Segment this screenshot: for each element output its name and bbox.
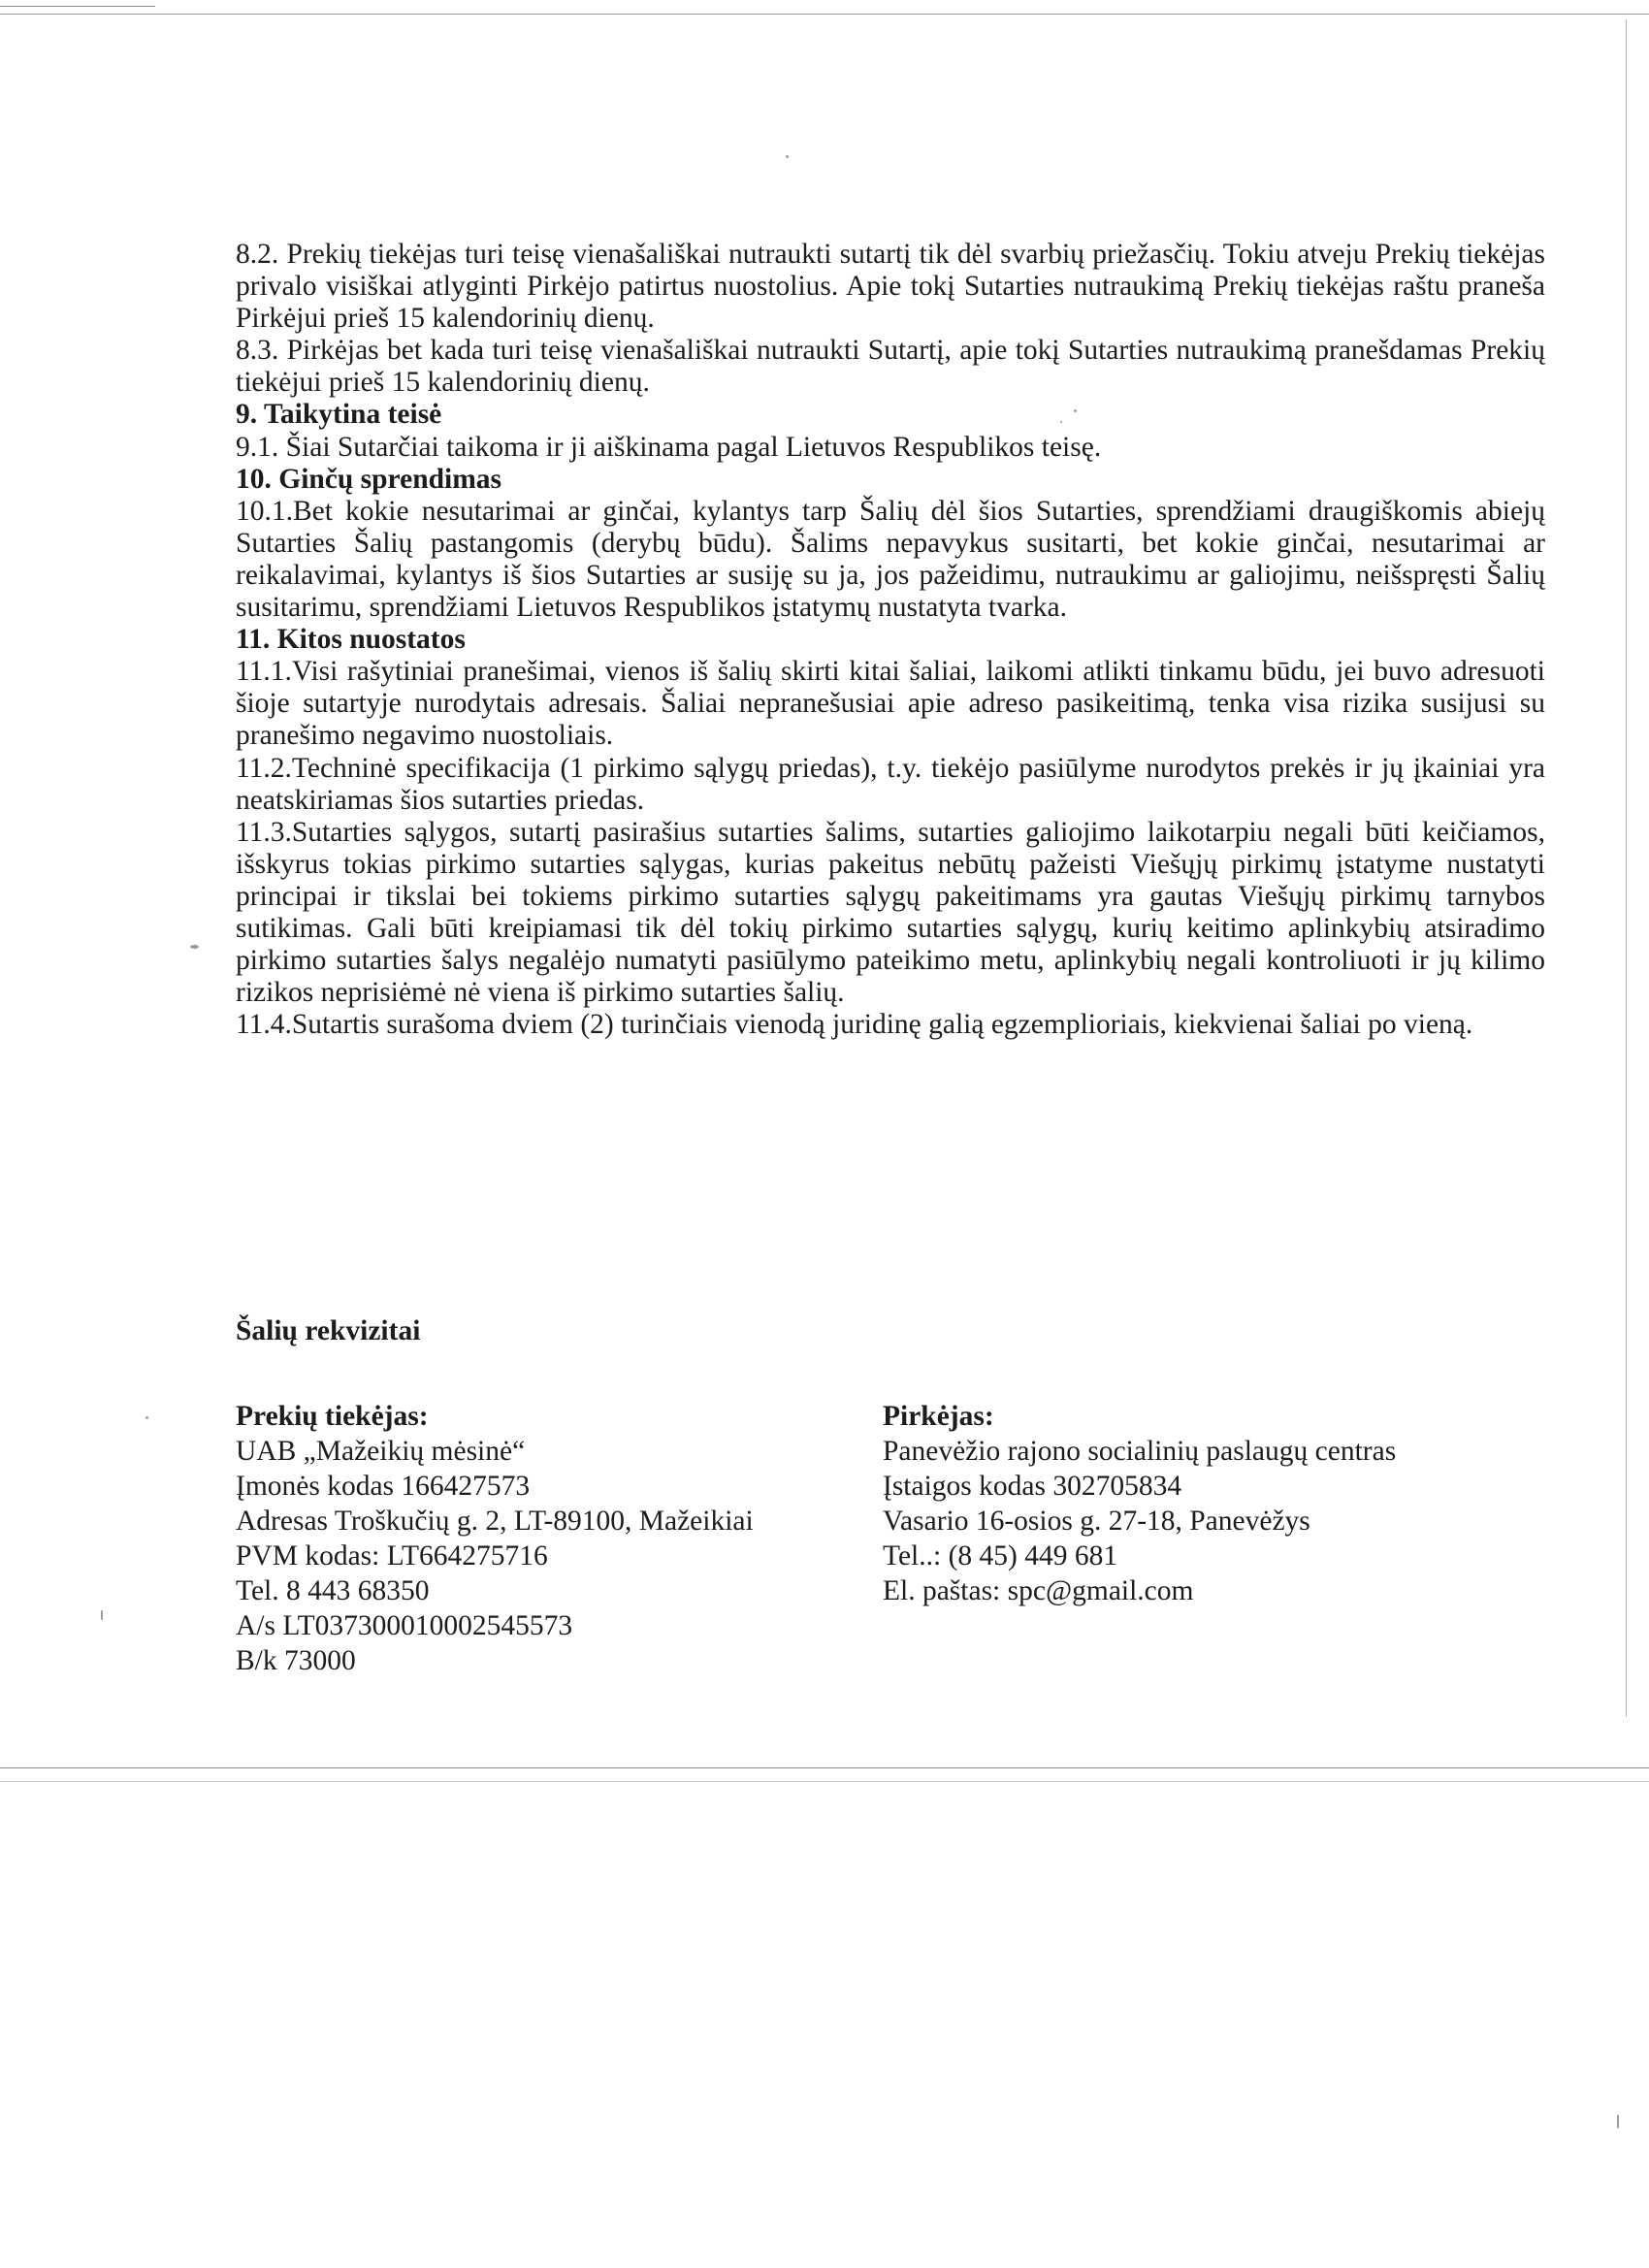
seller-address: Adresas Troškučių g. 2, LT-89100, Mažeikiai xyxy=(236,1506,754,1537)
contract-body xyxy=(236,239,1545,1041)
buyer-organization-code: Įstaigos kodas 302705834 xyxy=(883,1471,1182,1502)
clause-8-2: 8.2. Prekių tiekėjas turi teisę vienašališkai nutraukti sutartį tik dėl svarbių priežasčių. Tokiu atveju Prekių tiekėjas privalo visiškai atlyginti Pirkėjo patirtus nuostolius. Apie tokį Sutarties nutraukimą Prekių tiekėjas raštu praneša Pirkėjui prieš 15 kalendorinių dienų. xyxy=(236,239,1545,335)
clause-8-3: 8.3. Pirkėjas bet kada turi teisę vienašališkai nutraukti Sutartį, apie tokį Sutarties nutraukimą pranešdamas Prekių tiekėjui prieš 15 kalendorinių dienų. xyxy=(236,335,1545,399)
clause-11-2: 11.2.Techninė specifikacija (1 pirkimo sąlygų priedas), t.y. tiekėjo pasiūlyme nurodytos prekės ir jų įkainiai yra neatskiriamas šios sutarties priedas. xyxy=(236,752,1545,816)
scan-edge-line xyxy=(0,6,155,7)
scan-speck xyxy=(786,155,789,158)
scan-speck xyxy=(146,1416,148,1419)
scan-speck xyxy=(190,945,199,949)
scan-speck xyxy=(1617,2115,1619,2128)
section-heading-11: 11. Kitos nuostatos xyxy=(236,624,466,656)
scan-speck xyxy=(101,1610,103,1620)
buyer-phone: Tel..: (8 45) 449 681 xyxy=(883,1540,1118,1571)
section-heading-10: 10. Ginčų sprendimas xyxy=(236,463,502,495)
scan-edge-line xyxy=(0,1767,1649,1768)
requisites-title: Šalių rekvizitai xyxy=(236,1315,421,1346)
seller-bank-code: B/k 73000 xyxy=(236,1645,356,1676)
seller-requisites xyxy=(236,1399,857,1678)
buyer-email: El. paštas: spc@gmail.com xyxy=(883,1575,1194,1606)
clause-11-1: 11.1.Visi rašytiniai pranešimai, vienos iš šalių skirti kitai šaliai, laikomi atlikti tinkamu būdu, jei buvo adresuoti šioje sutartyje nurodytais adresais. Šaliai nepranešusiai apie adreso pasikeitimą, tenka visa rizika susijusi su pranešimo negavimo nuostoliais. xyxy=(236,656,1545,752)
clause-11-4: 11.4.Sutartis surašoma dviem (2) turinčiais vienodą juridinę galią egzemplioriais, kiekvienai šaliai po vieną. xyxy=(236,1009,1473,1041)
buyer-title: Pirkėjas: xyxy=(883,1401,994,1432)
section-heading-9: 9. Taikytina teisė xyxy=(236,399,442,431)
seller-company-name: UAB „Mažeikių mėsinė“ xyxy=(236,1436,526,1467)
scan-edge-line xyxy=(0,14,1649,15)
clause-11-3: 11.3.Sutarties sąlygos, sutartį pasirašius sutarties šalims, sutarties galiojimo laikotarpiu negali būti keičiamos, išskyrus tokias pirkimo sutarties sąlygas, kurias pakeitus nebūtų pažeisti Viešųjų pirkimų įstatyme nustatyti principai ir tikslai bei tokiems pirkimo sutarties sąlygų pakeitimams yra gautas Viešųjų pirkimų tarnybos sutikimas. Gali būti kreipiamasi tik dėl tokių pirkimo sutarties sąlygų, kurių keitimo aplinkybių atsiradimo pirkimo sutarties šalys negalėjo numatyti pasiūlymo pateikimo metu, aplinkybių negali kontroliuoti ir jų kilimo rizikos neprisiėmė nė viena iš pirkimo sutarties šalių. xyxy=(236,816,1545,1009)
seller-title: Prekių tiekėjas: xyxy=(236,1401,429,1432)
buyer-organization-name: Panevėžio rajono socialinių paslaugų centras xyxy=(883,1436,1397,1467)
seller-company-code: Įmonės kodas 166427573 xyxy=(236,1471,531,1502)
seller-vat-code: PVM kodas: LT664275716 xyxy=(236,1540,548,1571)
scan-edge-line xyxy=(0,1781,1649,1782)
clause-9-1: 9.1. Šiai Sutarčiai taikoma ir ji aiškinama pagal Lietuvos Respublikos teisę. xyxy=(236,431,1102,463)
buyer-address: Vasario 16-osios g. 27-18, Panevėžys xyxy=(883,1506,1310,1537)
seller-phone: Tel. 8 443 68350 xyxy=(236,1575,430,1606)
scan-edge-line xyxy=(1626,19,1627,1717)
buyer-requisites xyxy=(883,1399,1562,1608)
clause-10-1: 10.1.Bet kokie nesutarimai ar ginčai, kylantys tarp Šalių dėl šios Sutarties, sprendžiami draugiškomis abiejų Sutarties Šalių pastangomis (derybų būdu). Šalims nepavykus susitarti, bet kokie ginčai, nesutarimai ar reikalavimai, kylantys iš šios Sutarties ar susiję su ja, jos pažeidimu, nutraukimu ar galiojimu, neišspręsti Šalių susitarimu, sprendžiami Lietuvos Respublikos įstatymų nustatyta tvarka. xyxy=(236,495,1545,624)
seller-bank-account: A/s LT037300010002545573 xyxy=(236,1610,573,1641)
